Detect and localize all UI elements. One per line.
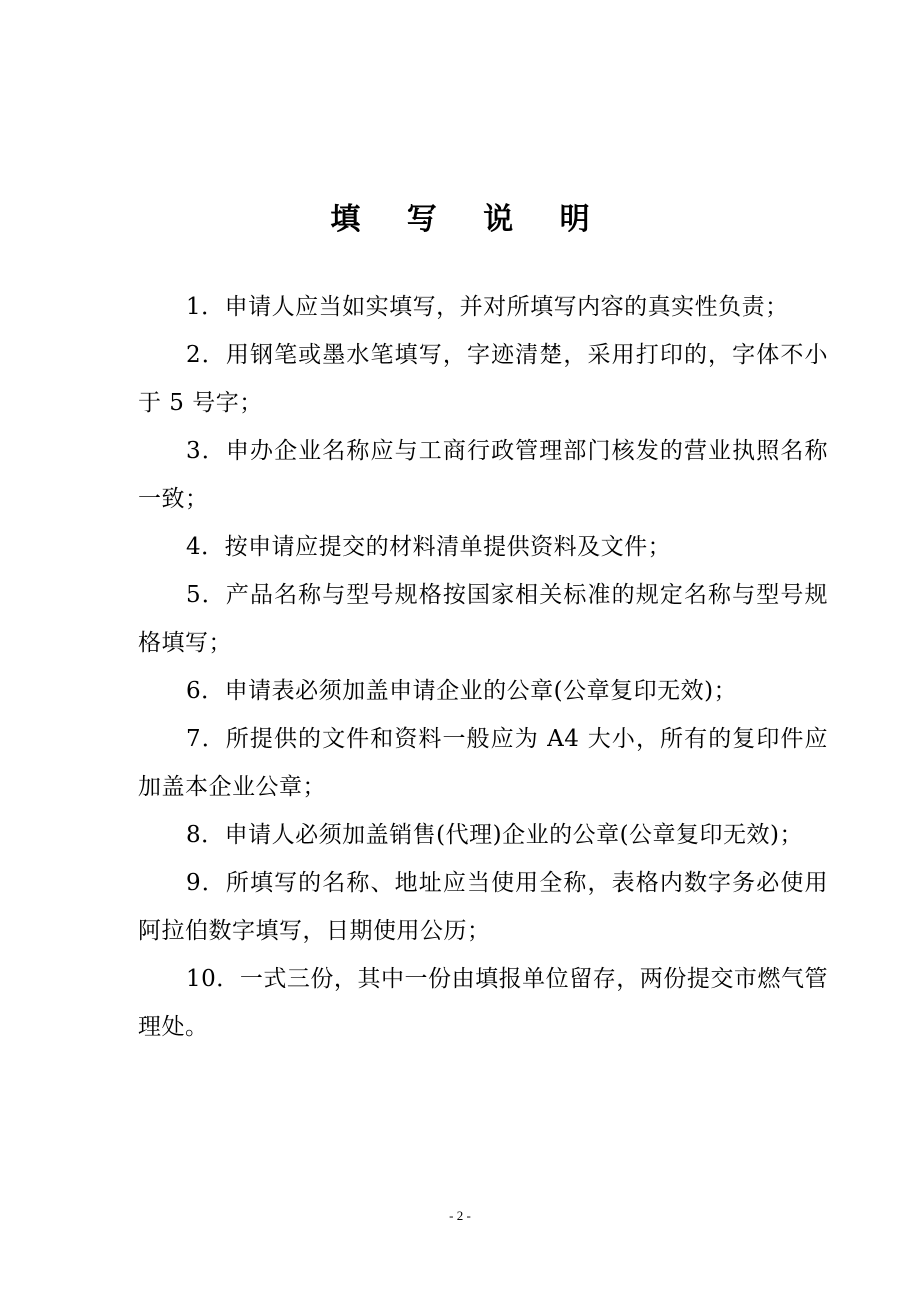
instruction-item-5: 5．产品名称与型号规格按国家相关标准的规定名称与型号规格填写； (138, 582, 828, 656)
instruction-item-1: 1．申请人应当如实填写，并对所填写内容的真实性负责； (186, 294, 789, 320)
instructions-list (138, 283, 828, 1051)
instruction-item-6: 6．申请表必须加盖申请企业的公章(公章复印无效)； (186, 678, 738, 704)
instruction-item-8: 8．申请人必须加盖销售(代理)企业的公章(公章复印无效)； (186, 822, 804, 848)
instruction-item-3: 3．申办企业名称应与工商行政管理部门核发的营业执照名称一致； (138, 438, 828, 512)
page-number: - 2 - (449, 1208, 471, 1223)
instruction-item-7: 7．所提供的文件和资料一般应为 A4 大小，所有的复印件应加盖本企业公章； (138, 726, 828, 800)
instruction-item-4: 4．按申请应提交的材料清单提供资料及文件； (186, 534, 672, 560)
instruction-item-10: 10．一式三份，其中一份由填报单位留存，两份提交市燃气管理处。 (138, 966, 828, 1040)
page-title: 填 写 说 明 (330, 202, 608, 238)
instruction-item-9: 9．所填写的名称、地址应当使用全称，表格内数字务必使用阿拉伯数字填写，日期使用公历； (138, 870, 828, 944)
instruction-item-2: 2．用钢笔或墨水笔填写，字迹清楚，采用打印的，字体不小于 5 号字； (138, 342, 828, 416)
